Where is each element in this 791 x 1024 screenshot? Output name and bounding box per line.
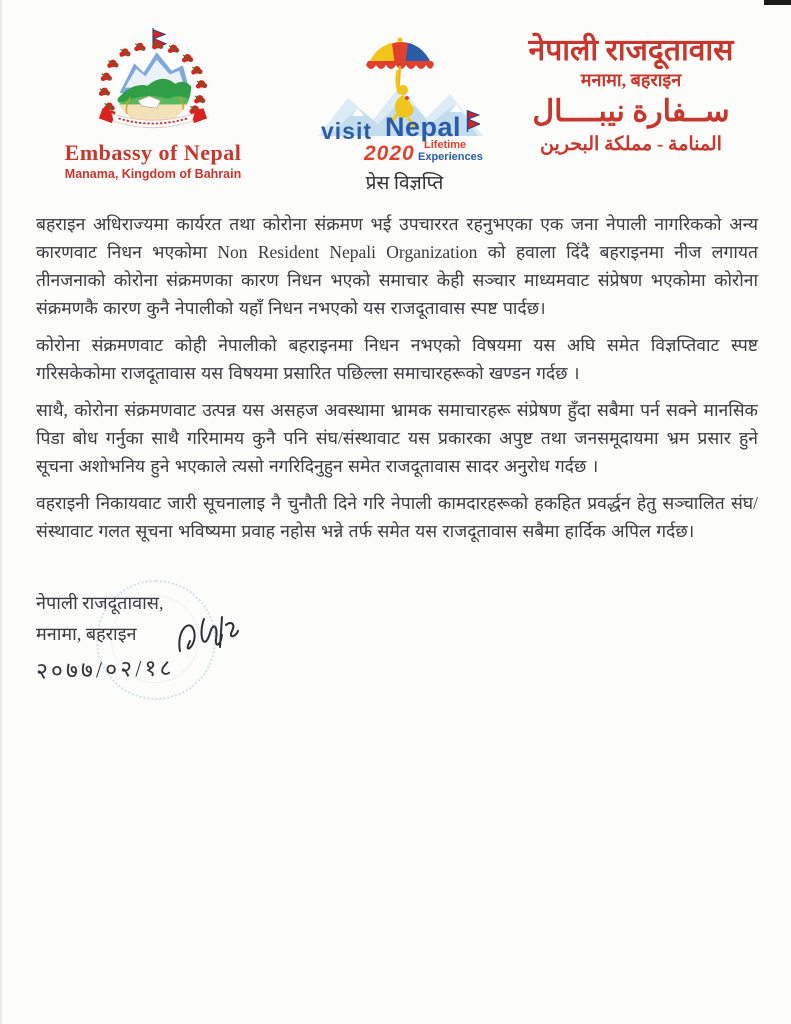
signature-date-handwritten: २०७७/०२/१८ (35, 655, 175, 684)
signature-mark (174, 607, 244, 665)
signature-place: मनामा, बहराइन (36, 624, 137, 644)
press-release-paragraph-3: साथै, कोरोना संक्रमणवाट उत्पन्न यस असहज अवस्थामा भ्रामक समाचारहरू संप्रेषण हुँदा सबैमा पर्न सक्ने मानसिक पिडा बोध गर्नुका साथै गरिमामय कुनै पनि संघ/संस्थावाट यस प्रकारका अपुष्ट तथा जनसमूदायमा भ्रम प्रसार हुने सूचना अशोभनिय हुने भएकाले त्यसो नगरिदिनुहुन समेत राजदूतावास सादर अनुरोध गर्दछ । (36, 400, 758, 476)
scan-corner-mark (764, 0, 791, 5)
embassy-name-english: Embassy of Nepal (64, 140, 242, 165)
press-release-paragraph-4: वहराइनी निकायवाट जारी सूचनालाइ नै चुनौती दिने गरि नेपाली कामदारहरूको हकहित प्रवर्द्धन हेतु सञ्चालित संघ/संस्थावाट गलत सूचना भविष्यमा प्रवाह नहोस भन्ने तर्फ समेत यस राजदूतावास सबैमा हार्दिक अपिल गर्दछ। (36, 493, 758, 541)
embassy-location-arabic: المنامة - مملكة البحرين (540, 134, 722, 155)
nepal-flag-icon (466, 110, 480, 132)
visit-nepal-word-visit: visit (321, 118, 373, 144)
visit-nepal-tagline-lifetime: Lifetime (424, 139, 467, 151)
visit-nepal-word-nepal: Nepal (385, 112, 462, 142)
press-release-body (36, 210, 758, 554)
umbrella-icon (366, 38, 434, 70)
visit-nepal-year: 2020 (364, 142, 415, 165)
press-release-paragraph-1: बहराइन अधिराज्यमा कार्यरत तथा कोरोना संक्रमण भई उपचाररत रहनुभएका एक जना नेपाली नागरिकको अन्य कारणवाट निधन भएकोमा Non Resident Nepali Organization को हवाला दिंदै बहराइनमा नीज लगायत तीनजनाको कोरोना संक्रमणका कारण निधन भएको समाचार केही सञ्चार माध्यमवाट संप्रेषण भएकोमा कोरोना संक्रमणकै कारण कुनै नेपालीको यहाँ निधन नभएको यस राजदूतावास स्पष्ट पार्दछ। (36, 214, 758, 318)
embassy-name-nepali: नेपाली राजदूतावास (528, 34, 734, 67)
embassy-name-arabic: ســفارة نيبــــال (532, 95, 730, 128)
press-release-paragraph-2: कोरोना संक्रमणवाट कोही नेपालीको बहराइनमा निधन नभएको विषयमा यस अघि समेत विज्ञप्तिवाट स्पष्ट गरिसकेकोमा राजदूतावास यस विषयमा प्रसारित पछिल्ला समाचारहरूको खण्डन गर्दछ । (36, 335, 758, 383)
embassy-location-nepali: मनामा, बहराइन (580, 70, 682, 90)
nepal-coat-of-arms-icon (78, 26, 228, 138)
signature-org: नेपाली राजदूतावास, (36, 593, 164, 613)
signature-block (36, 588, 366, 687)
scan-edge-shadow (0, 0, 3, 1024)
embassy-letterhead-left (40, 26, 266, 181)
press-release-title: प्रेस विज्ञप्ति (365, 173, 444, 194)
visit-nepal-2020-logo (318, 36, 483, 176)
embassy-letterhead-right (492, 34, 770, 158)
embassy-location-english: Manama, Kingdom of Bahrain (64, 167, 242, 181)
visit-nepal-tagline-experiences: Experiences (418, 151, 483, 163)
